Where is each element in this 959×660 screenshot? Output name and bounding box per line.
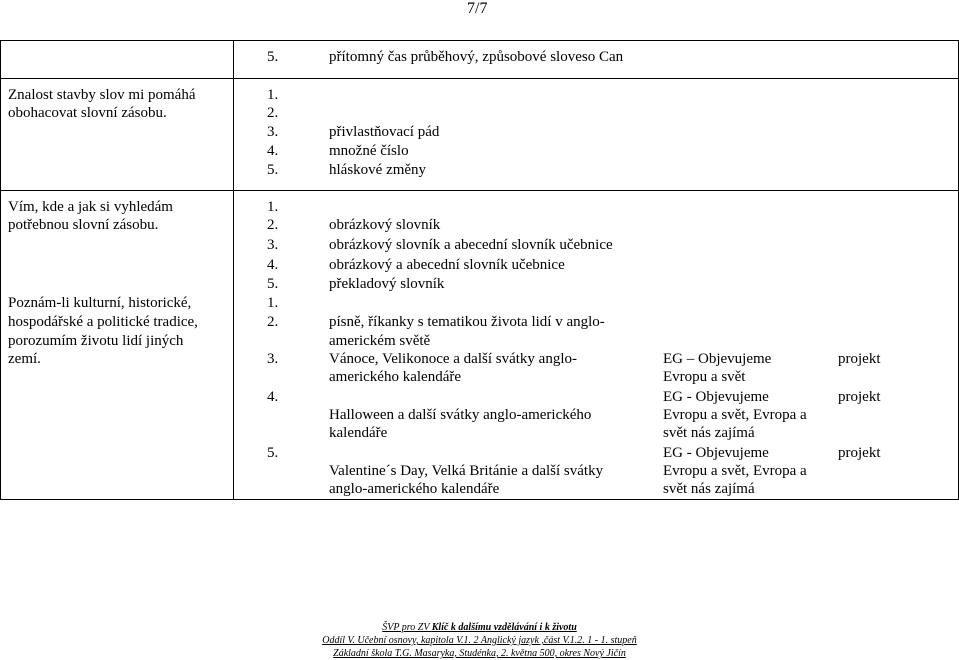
table-column-divider [233,40,234,499]
cross-curricular-link: Evropu a svět, Evropa a [663,463,807,479]
item-number: 4. [267,143,279,159]
activity-form: projekt [838,389,881,405]
item-number: 5. [267,276,279,292]
item-number: 3. [267,351,279,367]
outcome-text: zemí. [8,351,41,367]
footer-school: Základní škola T.G. Masaryka, Studénka, 2. května 500, okres Nový Jičín [333,648,626,659]
item-text: hláskové změny [329,162,427,178]
cross-curricular-link: Evropu a svět, Evropa a [663,407,807,423]
item-text: Vánoce, Velikonoce a další svátky anglo- [329,351,577,367]
item-number: 2. [267,105,279,121]
item-number: 3. [267,237,279,253]
item-text: překladový slovník [329,276,445,292]
item-number: 2. [267,217,279,233]
item-text: písně, říkanky s tematikou života lidí v anglo- [329,314,605,330]
item-text: kalendáře [329,425,388,441]
item-number: 1. [267,295,279,311]
item-text: obrázkový a abecední slovník učebnice [329,257,565,273]
cross-curricular-link: EG - Objevujeme [663,389,769,405]
outcome-text: potřebnou slovní zásobu. [8,217,159,233]
page-number: 7/7 [467,0,488,17]
table-border-left [0,40,1,499]
footer-prefix: ŠVP pro ZV [382,622,432,633]
item-number: 3. [267,124,279,140]
item-number: 1. [267,199,279,215]
footer-line-1 [0,622,959,634]
footer-section: Oddíl V. Učební osnovy, kapitola V.1. 2 Anglický jazyk ,část V.1.2. 1 - 1. stupeň [322,635,637,646]
item-text: přítomný čas průběhový, způsobové sloveso Can [329,49,624,65]
item-number: 4. [267,257,279,273]
item-number: 2. [267,314,279,330]
item-number: 5. [267,162,279,178]
cross-curricular-link: svět nás zajímá [663,425,755,441]
cross-curricular-link: svět nás zajímá [663,481,755,497]
item-text: Valentine´s Day, Velká Británie a další svátky [329,463,604,479]
item-number: 5. [267,445,279,461]
cross-curricular-link: EG – Objevujeme [663,351,772,367]
outcome-text: Znalost stavby slov mi pomáhá [8,87,196,103]
outcome-text: Vím, kde a jak si vyhledám [8,199,173,215]
footer-line-3 [0,648,959,660]
row-divider [0,190,959,191]
item-number: 5. [267,49,279,65]
cross-curricular-link: EG - Objevujeme [663,445,769,461]
footer-title: Klíč k dalšímu vzdělávání i k životu [431,622,577,633]
footer-line-2 [0,635,959,647]
outcome-text: hospodářské a politické tradice, [8,314,198,330]
item-text: množné číslo [329,143,409,159]
outcome-text: obohacovat slovní zásobu. [8,105,167,121]
item-text: obrázkový slovník [329,217,441,233]
item-text: americkém světě [329,333,431,349]
item-text: Halloween a další svátky anglo-amerického [329,407,592,423]
outcome-text: porozumím životu lidí jiných [8,333,184,349]
item-text: anglo-amerického kalendáře [329,481,500,497]
activity-form: projekt [838,445,881,461]
item-text: amerického kalendáře [329,369,462,385]
row-divider [0,78,959,79]
cross-curricular-link: Evropu a svět [663,369,746,385]
item-number: 4. [267,389,279,405]
item-text: přivlastňovací pád [329,124,440,140]
item-number: 1. [267,87,279,103]
outcome-text: Poznám-li kulturní, historické, [8,295,192,311]
activity-form: projekt [838,351,881,367]
item-text: obrázkový slovník a abecední slovník učebnice [329,237,613,253]
